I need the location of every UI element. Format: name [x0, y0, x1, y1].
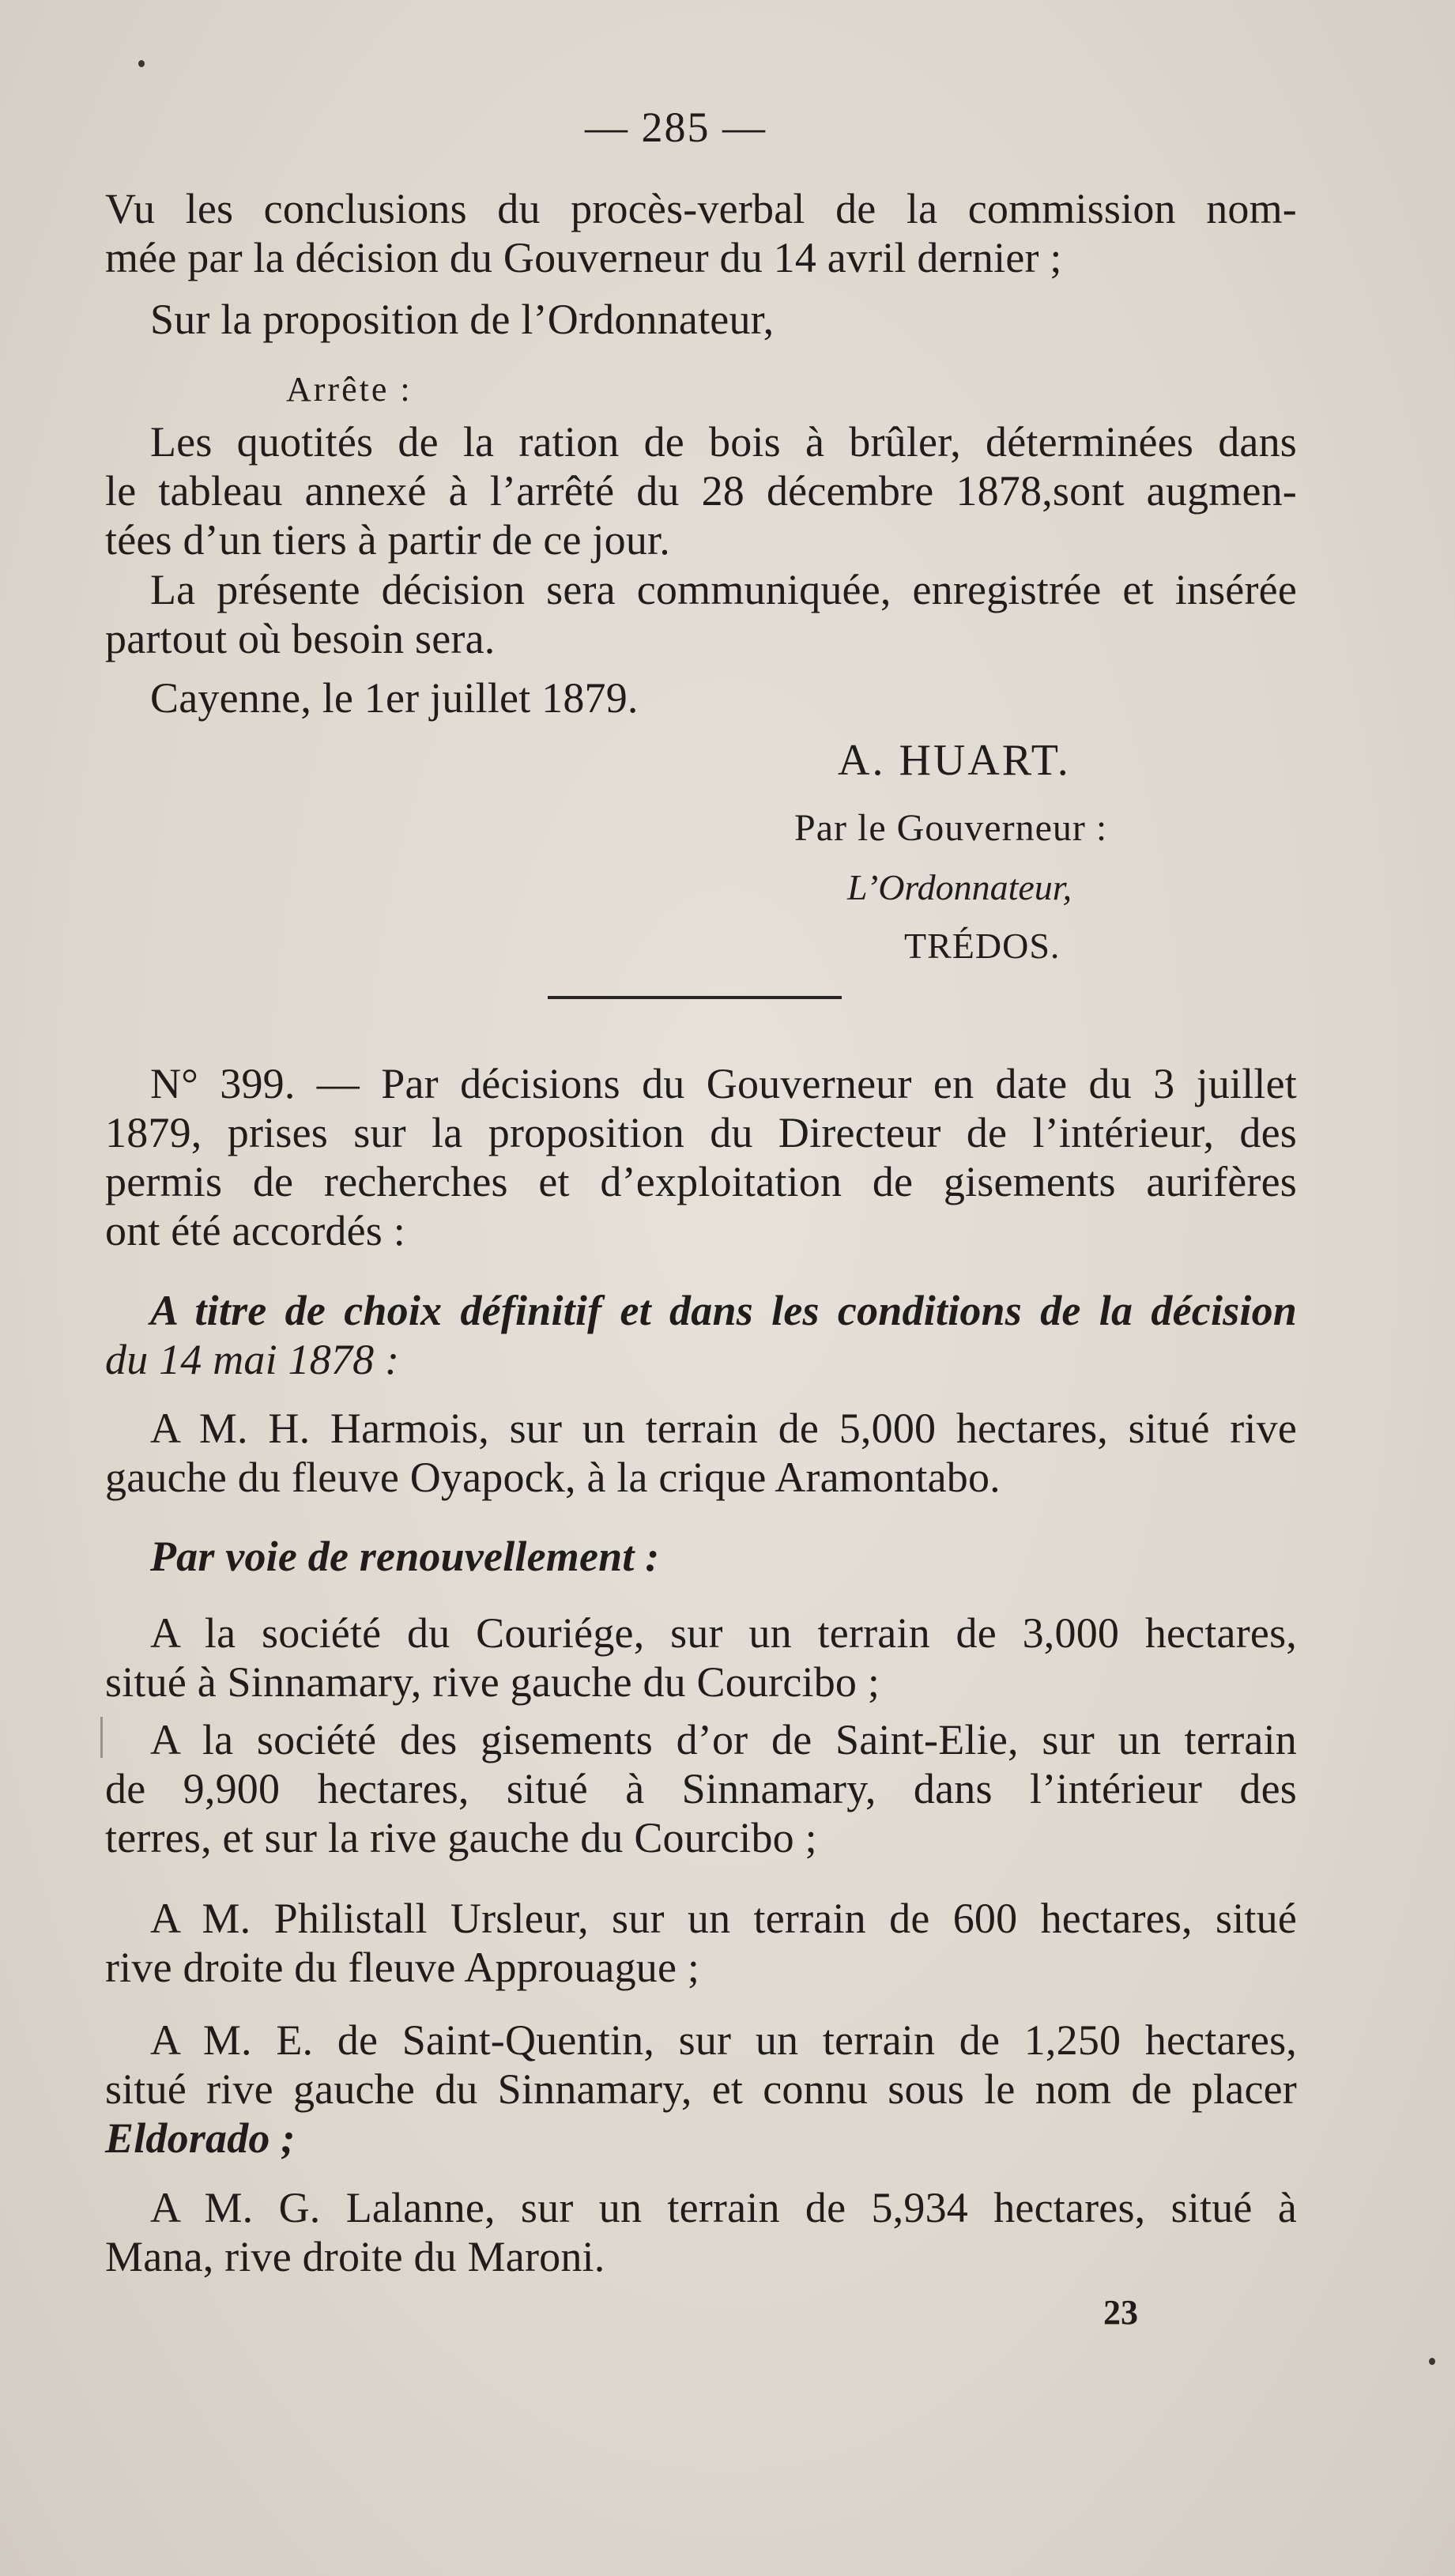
section-divider	[548, 996, 842, 999]
text-line: rive droite du fleuve Approuague ;	[105, 1944, 700, 1991]
text-line: Les quotités de la ration de bois à brûler, déterminées dans	[150, 418, 1297, 466]
text-line: La présente décision sera communiquée, enregistrée et insérée	[150, 566, 1297, 613]
text-line: partout où besoin sera.	[105, 615, 496, 662]
text-line: A M. G. Lalanne, sur un terrain de 5,934 hectares, situé à	[150, 2184, 1297, 2231]
text-line: tées d’un tiers à partir de ce jour.	[105, 516, 670, 564]
signature-name: A. HUART.	[838, 736, 1071, 785]
page-folio: — 285 —	[585, 104, 767, 151]
text-line: Eldorado ;	[105, 2114, 296, 2162]
margin-mark	[100, 1717, 103, 1758]
text-line: A M. H. Harmois, sur un terrain de 5,000 hectares, situé rive	[150, 1405, 1297, 1452]
text-line: terres, et sur la rive gauche du Courcibo ;	[105, 1814, 817, 1861]
text-line: Par voie de renouvellement :	[150, 1533, 660, 1580]
arrete-heading: Arrête :	[286, 370, 413, 409]
signature-name-2: TRÉDOS.	[904, 926, 1061, 966]
text-line: situé à Sinnamary, rive gauche du Courcibo ;	[105, 1658, 880, 1706]
text-line: A titre de choix définitif et dans les conditions de la décision	[150, 1287, 1297, 1334]
ink-speck	[138, 60, 145, 67]
text-line: N° 399. — Par décisions du Gouverneur en date du 3 juillet	[150, 1060, 1297, 1107]
text-line: mée par la décision du Gouverneur du 14 avril dernier ;	[105, 234, 1062, 281]
text-line: le tableau annexé à l’arrêté du 28 décembre 1878,sont augmen-	[105, 467, 1297, 515]
signature-par: Par le Gouverneur :	[794, 807, 1108, 849]
signature-title: L’Ordonnateur,	[847, 867, 1072, 907]
text-line: situé rive gauche du Sinnamary, et connu sous le nom de placer	[105, 2065, 1297, 2113]
text-line: Mana, rive droite du Maroni.	[105, 2233, 605, 2280]
text-line: permis de recherches et d’exploitation de gisements aurifères	[105, 1158, 1297, 1205]
sheet-number: 23	[1103, 2293, 1138, 2332]
text-line: A la société du Couriége, sur un terrain de 3,000 hectares,	[150, 1609, 1297, 1657]
text-line: du 14 mai 1878 :	[105, 1336, 400, 1383]
text-line: Vu les conclusions du procès-verbal de la commission nom-	[105, 185, 1297, 232]
text-line: A la société des gisements d’or de Saint-Elie, sur un terrain	[150, 1716, 1297, 1763]
text-line: A M. Philistall Ursleur, sur un terrain de 600 hectares, situé	[150, 1895, 1297, 1942]
ink-speck	[1429, 2358, 1435, 2365]
text-line: A M. E. de Saint-Quentin, sur un terrain de 1,250 hectares,	[150, 2016, 1297, 2064]
text-line: Cayenne, le 1er juillet 1879.	[150, 674, 639, 722]
text-line: 1879, prises sur la proposition du Directeur de l’intérieur, des	[105, 1109, 1297, 1156]
text-line: gauche du fleuve Oyapock, à la crique Aramontabo.	[105, 1454, 1001, 1501]
text-line: ont été accordés :	[105, 1207, 405, 1254]
text-line: Sur la proposition de l’Ordonnateur,	[150, 296, 775, 343]
text-line: de 9,900 hectares, situé à Sinnamary, dans l’intérieur des	[105, 1765, 1297, 1812]
